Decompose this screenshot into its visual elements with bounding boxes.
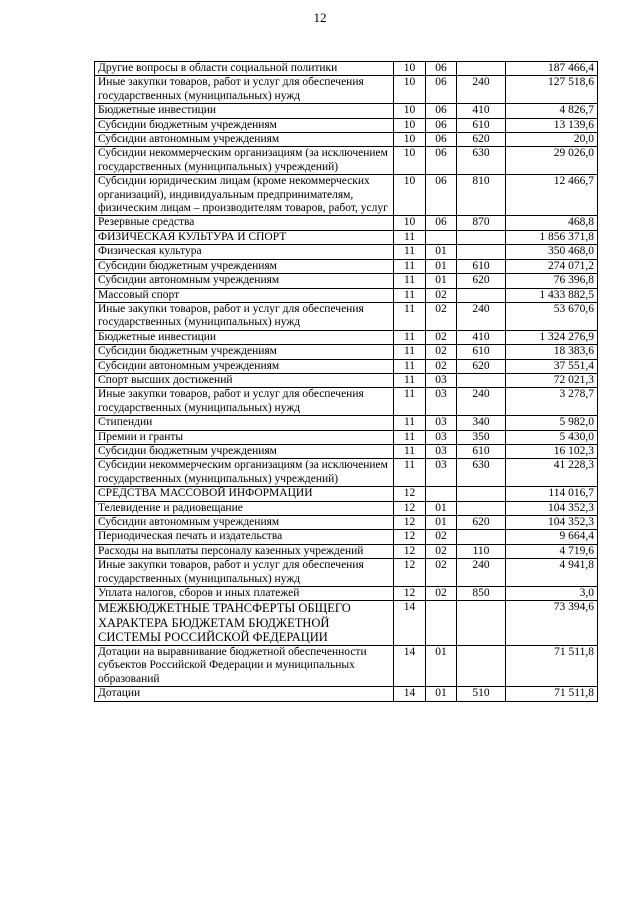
row-expense-type — [457, 373, 506, 387]
row-expense-type — [457, 62, 506, 76]
row-name: Субсидии автономным учреждениям — [95, 274, 394, 288]
table-row — [95, 430, 598, 444]
table-row — [95, 516, 598, 530]
table-row — [95, 487, 598, 501]
row-amount: 9 664,4 — [506, 530, 598, 544]
row-name: Субсидии бюджетным учреждениям — [95, 345, 394, 359]
row-expense-type: 410 — [457, 330, 506, 344]
row-name: ФИЗИЧЕСКАЯ КУЛЬТУРА И СПОРТ — [95, 230, 394, 244]
row-section: 11 — [394, 245, 426, 259]
row-name: Другие вопросы в области социальной политики — [95, 62, 394, 76]
table-row — [95, 216, 598, 230]
row-section: 11 — [394, 444, 426, 458]
row-subsection: 03 — [426, 416, 457, 430]
table-row — [95, 544, 598, 558]
table-row — [95, 444, 598, 458]
row-subsection: 02 — [426, 559, 457, 587]
row-subsection: 02 — [426, 288, 457, 302]
table-row — [95, 330, 598, 344]
row-name: Иные закупки товаров, работ и услуг для обеспечения государственных (муниципальных) нужд — [95, 302, 394, 330]
row-amount: 18 383,6 — [506, 345, 598, 359]
row-subsection: 03 — [426, 430, 457, 444]
row-subsection: 01 — [426, 274, 457, 288]
table-row — [95, 245, 598, 259]
row-subsection: 01 — [426, 687, 457, 701]
row-section: 11 — [394, 345, 426, 359]
row-subsection: 02 — [426, 302, 457, 330]
table-row — [95, 373, 598, 387]
table-row — [95, 104, 598, 118]
row-name: Телевидение и радиовещание — [95, 501, 394, 515]
row-amount: 16 102,3 — [506, 444, 598, 458]
table-row — [95, 687, 598, 701]
row-amount: 71 511,8 — [506, 687, 598, 701]
table-row — [95, 601, 598, 646]
row-expense-type: 620 — [457, 359, 506, 373]
row-section: 11 — [394, 416, 426, 430]
row-expense-type: 110 — [457, 544, 506, 558]
row-section: 11 — [394, 430, 426, 444]
row-amount: 104 352,3 — [506, 501, 598, 515]
row-subsection: 06 — [426, 76, 457, 104]
row-expense-type: 510 — [457, 687, 506, 701]
row-expense-type — [457, 245, 506, 259]
row-expense-type — [457, 645, 506, 686]
row-section: 11 — [394, 373, 426, 387]
row-name: Субсидии некоммерческим организациям (за исключением государственных (муниципальных) учреждений) — [95, 147, 394, 175]
table-row — [95, 147, 598, 175]
table-row — [95, 133, 598, 147]
row-expense-type: 610 — [457, 259, 506, 273]
budget-table-body — [95, 62, 598, 702]
row-subsection: 06 — [426, 62, 457, 76]
row-expense-type: 620 — [457, 274, 506, 288]
table-row — [95, 645, 598, 686]
row-name: Иные закупки товаров, работ и услуг для обеспечения государственных (муниципальных) нужд — [95, 76, 394, 104]
row-subsection — [426, 487, 457, 501]
row-name: Дотации на выравнивание бюджетной обеспеченности субъектов Российской Федерации и муниципальных образований — [95, 645, 394, 686]
row-section: 11 — [394, 388, 426, 416]
row-name: Субсидии бюджетным учреждениям — [95, 444, 394, 458]
row-name: МЕЖБЮДЖЕТНЫЕ ТРАНСФЕРТЫ ОБЩЕГО ХАРАКТЕРА БЮДЖЕТАМ БЮДЖЕТНОЙ СИСТЕМЫ РОССИЙСКОЙ ФЕДЕРАЦИИ — [95, 601, 394, 646]
row-subsection: 02 — [426, 330, 457, 344]
row-name: Субсидии юридическим лицам (кроме некоммерческих организаций), индивидуальным предпринимателям, физическим лицам – производителям товаров, работ, услуг — [95, 175, 394, 216]
row-expense-type: 610 — [457, 345, 506, 359]
row-section: 11 — [394, 288, 426, 302]
row-amount: 350 468,0 — [506, 245, 598, 259]
row-name: Стипендии — [95, 416, 394, 430]
table-row — [95, 118, 598, 132]
row-amount: 4 719,6 — [506, 544, 598, 558]
row-section: 12 — [394, 559, 426, 587]
row-section: 10 — [394, 175, 426, 216]
row-subsection: 01 — [426, 259, 457, 273]
row-name: Бюджетные инвестиции — [95, 330, 394, 344]
row-subsection: 03 — [426, 373, 457, 387]
row-section: 14 — [394, 687, 426, 701]
row-name: Расходы на выплаты персоналу казенных учреждений — [95, 544, 394, 558]
row-section: 10 — [394, 216, 426, 230]
row-expense-type — [457, 530, 506, 544]
row-section: 10 — [394, 118, 426, 132]
row-subsection: 03 — [426, 459, 457, 487]
row-amount: 127 518,6 — [506, 76, 598, 104]
row-amount: 187 466,4 — [506, 62, 598, 76]
table-row — [95, 559, 598, 587]
table-row — [95, 530, 598, 544]
row-subsection: 03 — [426, 388, 457, 416]
row-expense-type: 620 — [457, 133, 506, 147]
row-amount: 104 352,3 — [506, 516, 598, 530]
row-name: Иные закупки товаров, работ и услуг для обеспечения государственных (муниципальных) нужд — [95, 559, 394, 587]
row-section: 11 — [394, 302, 426, 330]
row-expense-type: 410 — [457, 104, 506, 118]
row-section: 11 — [394, 274, 426, 288]
row-amount: 1 433 882,5 — [506, 288, 598, 302]
row-expense-type — [457, 230, 506, 244]
row-name: СРЕДСТВА МАССОВОЙ ИНФОРМАЦИИ — [95, 487, 394, 501]
row-subsection: 02 — [426, 544, 457, 558]
row-name: Премии и гранты — [95, 430, 394, 444]
row-amount: 20,0 — [506, 133, 598, 147]
row-subsection: 01 — [426, 245, 457, 259]
row-name: Иные закупки товаров, работ и услуг для обеспечения государственных (муниципальных) нужд — [95, 388, 394, 416]
row-amount: 1 324 276,9 — [506, 330, 598, 344]
row-amount: 72 021,3 — [506, 373, 598, 387]
row-amount: 29 026,0 — [506, 147, 598, 175]
row-section: 12 — [394, 487, 426, 501]
row-section: 10 — [394, 76, 426, 104]
row-section: 14 — [394, 601, 426, 646]
row-expense-type: 630 — [457, 459, 506, 487]
table-row — [95, 274, 598, 288]
row-section: 12 — [394, 530, 426, 544]
row-name: Массовый спорт — [95, 288, 394, 302]
row-subsection: 01 — [426, 645, 457, 686]
row-expense-type: 620 — [457, 516, 506, 530]
row-amount: 41 228,3 — [506, 459, 598, 487]
row-amount: 3 278,7 — [506, 388, 598, 416]
budget-table — [94, 61, 598, 702]
table-row — [95, 459, 598, 487]
table-row — [95, 359, 598, 373]
row-name: Периодическая печать и издательства — [95, 530, 394, 544]
row-section: 11 — [394, 459, 426, 487]
row-subsection: 06 — [426, 104, 457, 118]
table-row — [95, 259, 598, 273]
row-expense-type: 240 — [457, 559, 506, 587]
row-name: Субсидии автономным учреждениям — [95, 516, 394, 530]
row-name: Физическая культура — [95, 245, 394, 259]
row-amount: 114 016,7 — [506, 487, 598, 501]
row-expense-type: 340 — [457, 416, 506, 430]
row-amount: 76 396,8 — [506, 274, 598, 288]
row-expense-type — [457, 501, 506, 515]
row-section: 12 — [394, 516, 426, 530]
row-name: Субсидии автономным учреждениям — [95, 133, 394, 147]
row-subsection: 02 — [426, 587, 457, 601]
table-row — [95, 302, 598, 330]
row-subsection: 02 — [426, 530, 457, 544]
row-amount: 468,8 — [506, 216, 598, 230]
row-section: 10 — [394, 104, 426, 118]
row-expense-type: 610 — [457, 118, 506, 132]
row-expense-type: 870 — [457, 216, 506, 230]
row-name: Уплата налогов, сборов и иных платежей — [95, 587, 394, 601]
row-expense-type: 350 — [457, 430, 506, 444]
row-amount: 71 511,8 — [506, 645, 598, 686]
row-section: 11 — [394, 359, 426, 373]
row-subsection: 06 — [426, 216, 457, 230]
row-amount: 4 826,7 — [506, 104, 598, 118]
row-amount: 37 551,4 — [506, 359, 598, 373]
table-row — [95, 501, 598, 515]
row-section: 14 — [394, 645, 426, 686]
row-amount: 1 856 371,8 — [506, 230, 598, 244]
row-expense-type: 630 — [457, 147, 506, 175]
table-row — [95, 288, 598, 302]
row-name: Субсидии бюджетным учреждениям — [95, 259, 394, 273]
row-section: 10 — [394, 133, 426, 147]
row-name: Резервные средства — [95, 216, 394, 230]
row-name: Субсидии некоммерческим организациям (за исключением государственных (муниципальных) учреждений) — [95, 459, 394, 487]
row-subsection: 06 — [426, 175, 457, 216]
row-amount: 274 071,2 — [506, 259, 598, 273]
row-subsection: 06 — [426, 118, 457, 132]
row-subsection: 02 — [426, 345, 457, 359]
row-subsection: 06 — [426, 147, 457, 175]
row-expense-type: 240 — [457, 76, 506, 104]
row-section: 11 — [394, 230, 426, 244]
row-section: 12 — [394, 501, 426, 515]
row-subsection: 01 — [426, 501, 457, 515]
row-expense-type: 240 — [457, 388, 506, 416]
row-name: Субсидии автономным учреждениям — [95, 359, 394, 373]
row-section: 12 — [394, 544, 426, 558]
page-number: 12 — [313, 10, 327, 25]
row-expense-type — [457, 487, 506, 501]
row-expense-type: 610 — [457, 444, 506, 458]
row-subsection — [426, 230, 457, 244]
row-name: Субсидии бюджетным учреждениям — [95, 118, 394, 132]
row-expense-type — [457, 601, 506, 646]
row-subsection: 02 — [426, 359, 457, 373]
row-name: Дотации — [95, 687, 394, 701]
row-section: 11 — [394, 259, 426, 273]
table-row — [95, 62, 598, 76]
row-amount: 53 670,6 — [506, 302, 598, 330]
row-section: 12 — [394, 587, 426, 601]
row-amount: 13 139,6 — [506, 118, 598, 132]
row-name: Бюджетные инвестиции — [95, 104, 394, 118]
row-subsection: 06 — [426, 133, 457, 147]
row-amount: 73 394,6 — [506, 601, 598, 646]
row-expense-type: 240 — [457, 302, 506, 330]
table-row — [95, 76, 598, 104]
row-expense-type: 850 — [457, 587, 506, 601]
row-subsection: 01 — [426, 516, 457, 530]
row-section: 10 — [394, 147, 426, 175]
row-subsection — [426, 601, 457, 646]
table-row — [95, 175, 598, 216]
row-amount: 3,0 — [506, 587, 598, 601]
row-section: 10 — [394, 62, 426, 76]
row-amount: 5 430,0 — [506, 430, 598, 444]
row-amount: 4 941,8 — [506, 559, 598, 587]
table-row — [95, 587, 598, 601]
row-name: Спорт высших достижений — [95, 373, 394, 387]
row-amount: 12 466,7 — [506, 175, 598, 216]
row-expense-type — [457, 288, 506, 302]
table-row — [95, 388, 598, 416]
row-amount: 5 982,0 — [506, 416, 598, 430]
row-section: 11 — [394, 330, 426, 344]
row-expense-type: 810 — [457, 175, 506, 216]
table-row — [95, 416, 598, 430]
table-row — [95, 345, 598, 359]
row-subsection: 03 — [426, 444, 457, 458]
table-row — [95, 230, 598, 244]
